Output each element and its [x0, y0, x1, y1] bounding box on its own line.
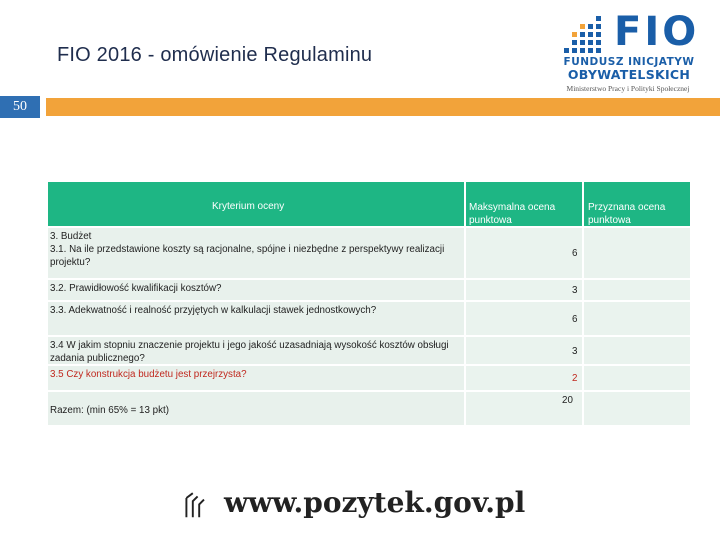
- row-max-cell: [466, 280, 582, 300]
- table-row: [48, 337, 464, 364]
- fio-dots-icon: [560, 14, 604, 56]
- header-criterion-label: Kryterium oceny: [212, 201, 285, 212]
- logo-line1: FUNDUSZ INICJATYW: [563, 56, 695, 68]
- fio-logo: [556, 8, 700, 96]
- total-label: Razem: (min 65% = 13 pkt): [50, 405, 169, 416]
- pozytek-logo-icon: [178, 490, 214, 522]
- total-max-value: 20: [562, 395, 573, 406]
- header-awarded-label: Przyznana ocena punktowa: [588, 202, 666, 225]
- row-max-value: 6: [572, 314, 578, 325]
- row-max-value: 6: [572, 248, 578, 259]
- row-criterion-text: 3.3. Adekwatność i realność przyjętych w kalkulacji stawek jednostkowych?: [50, 305, 377, 316]
- header-max-score: [466, 182, 582, 226]
- row-criterion-text: 3.5 Czy konstrukcja budżetu jest przejrzysta?: [50, 369, 247, 380]
- total-row: [48, 392, 464, 425]
- logo-line2: OBYWATELSKICH: [567, 67, 691, 82]
- row-max-cell: [466, 337, 582, 364]
- row-awarded-cell[interactable]: [584, 366, 690, 390]
- table-row: [48, 302, 464, 335]
- table-row: [48, 228, 464, 278]
- row-awarded-cell[interactable]: [584, 337, 690, 364]
- row-max-value: 3: [572, 285, 578, 296]
- header-criterion: [48, 182, 464, 226]
- row-criterion-text: 3. Budżet 3.1. Na ile przedstawione koszty są racjonalne, spójne i niezbędne z perspektywy realizacji projektu?: [50, 231, 445, 268]
- table-row: [48, 280, 464, 300]
- table-row: [48, 366, 464, 390]
- slide-number-badge: 50: [0, 96, 40, 118]
- row-max-value: 2: [572, 373, 578, 384]
- row-criterion-text: 3.4 W jakim stopniu znaczenie projektu i jego jakość uzasadniają wysokość kosztów obsługi zadania publicznego?: [50, 340, 449, 364]
- row-criterion-text: 3.2. Prawidłowość kwalifikacji kosztów?: [50, 283, 222, 294]
- total-awarded-cell: [584, 392, 690, 425]
- row-awarded-cell[interactable]: [584, 280, 690, 300]
- logo-mark: FIO: [614, 9, 700, 55]
- header-bar: [46, 98, 720, 116]
- header-max-label: Maksymalna ocena punktowa: [469, 202, 556, 225]
- row-max-cell: [466, 228, 582, 278]
- row-max-value: 3: [572, 346, 578, 357]
- row-max-cell: [466, 366, 582, 390]
- row-max-cell: [466, 302, 582, 335]
- footer: [172, 484, 572, 524]
- footer-url[interactable]: www.pozytek.gov.pl: [224, 486, 526, 519]
- slide-title: FIO 2016 - omówienie Regulaminu: [57, 44, 373, 66]
- total-max-cell: [466, 392, 582, 425]
- logo-ministry: Ministerstwo Pracy i Polityki Społecznej: [566, 84, 690, 93]
- row-awarded-cell[interactable]: [584, 228, 690, 278]
- row-awarded-cell[interactable]: [584, 302, 690, 335]
- header-awarded-score: [584, 182, 690, 226]
